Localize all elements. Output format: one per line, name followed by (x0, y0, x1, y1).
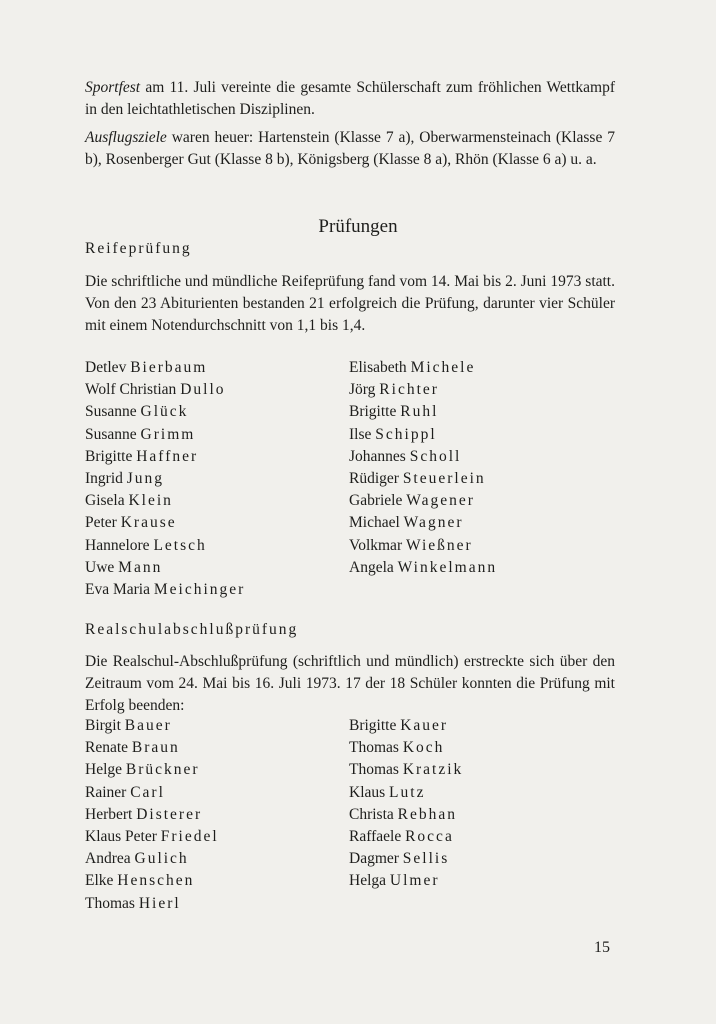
name-entry: Susanne Grimm (85, 425, 196, 443)
reife-names-left (85, 357, 245, 601)
real-names-left (85, 715, 219, 915)
name-entry: Elisabeth Michele (349, 359, 476, 376)
name-entry: Ingrid Jung (85, 470, 165, 488)
name-entry: Christa Rebhan (349, 805, 458, 823)
name-entry: Klaus Lutz (349, 783, 426, 801)
name-entry: Andrea Gulich (85, 850, 189, 868)
name-entry: Eva Maria Meichinger (85, 581, 246, 599)
name-entry: Gabriele Wagener (349, 492, 475, 510)
real-subheading: Realschulabschlußprüfung (85, 621, 299, 638)
name-entry: Uwe Mann (85, 558, 163, 576)
name-entry: Birgit Bauer (85, 717, 172, 734)
ausflug-term: Ausflugsziele (85, 129, 167, 146)
name-entry: Helga Ulmer (349, 872, 440, 890)
name-entry: Susanne Glück (85, 403, 189, 421)
name-entry: Rüdiger Steuerlein (349, 470, 486, 488)
name-entry: Detlev Bierbaum (85, 359, 208, 376)
ausflug-paragraph (85, 127, 615, 171)
name-entry: Brigitte Haffner (85, 447, 199, 465)
real-paragraph: Die Realschul-Abschlußprüfung (schriftlich und mündlich) erstreckte sich über den Zeitraum vom 24. Mai bis 16. Juli 1973. 17 der 18 Schüler konnten die Prüfung mit Erfolg beenden: (85, 653, 615, 714)
name-entry: Wolf Christian Dullo (85, 381, 226, 399)
name-entry: Thomas Kratzik (349, 761, 464, 779)
reife-names-right (349, 357, 497, 579)
name-entry: Elke Henschen (85, 872, 195, 890)
page-number: 15 (594, 939, 610, 956)
reife-paragraph: Die schriftliche und mündliche Reifeprüfung fand vom 14. Mai bis 2. Juni 1973 statt. Von den 23 Abiturienten bestanden 21 erfolgreich die Prüfung, darunter vier Schüler mit einem Notendurchschnitt von 1,1 bis 1,4. (85, 273, 615, 334)
name-entry: Herbert Disterer (85, 805, 203, 823)
name-entry: Angela Winkelmann (349, 558, 498, 576)
section-title: Prüfungen (318, 216, 398, 237)
ausflug-text: waren heuer: Hartenstein (Klasse 7 a), Oberwarmensteinach (Klasse 7 b), Rosenberger Gut (Klasse 8 b), Königsberg (Klasse 8 a), Rhön (Klasse 6 a) u. a. (85, 129, 615, 168)
name-entry: Brigitte Kauer (349, 717, 449, 734)
name-entry: Johannes Scholl (349, 447, 462, 465)
name-entry: Dagmer Sellis (349, 850, 450, 868)
name-entry: Renate Braun (85, 739, 180, 757)
name-entry: Thomas Hierl (85, 894, 181, 912)
name-entry: Peter Krause (85, 514, 177, 532)
sportfest-text: am 11. Juli vereinte die gesamte Schülerschaft zum fröhlichen Wettkampf in den leichtathletischen Disziplinen. (85, 79, 615, 118)
name-entry: Rainer Carl (85, 783, 165, 801)
name-entry: Klaus Peter Friedel (85, 828, 219, 846)
name-entry: Raffaele Rocca (349, 828, 454, 846)
name-entry: Brigitte Ruhl (349, 403, 439, 421)
real-names-right (349, 715, 463, 893)
sportfest-paragraph (85, 77, 615, 121)
reife-subheading: Reifeprüfung (85, 240, 192, 257)
name-entry: Helge Brückner (85, 761, 200, 779)
sportfest-term: Sportfest (85, 79, 141, 96)
name-entry: Jörg Richter (349, 381, 439, 399)
name-entry: Gisela Klein (85, 492, 173, 510)
name-entry: Thomas Koch (349, 739, 445, 757)
name-entry: Michael Wagner (349, 514, 464, 532)
name-entry: Hannelore Letsch (85, 536, 207, 554)
name-entry: Ilse Schippl (349, 425, 437, 443)
name-entry: Volkmar Wießner (349, 536, 473, 554)
